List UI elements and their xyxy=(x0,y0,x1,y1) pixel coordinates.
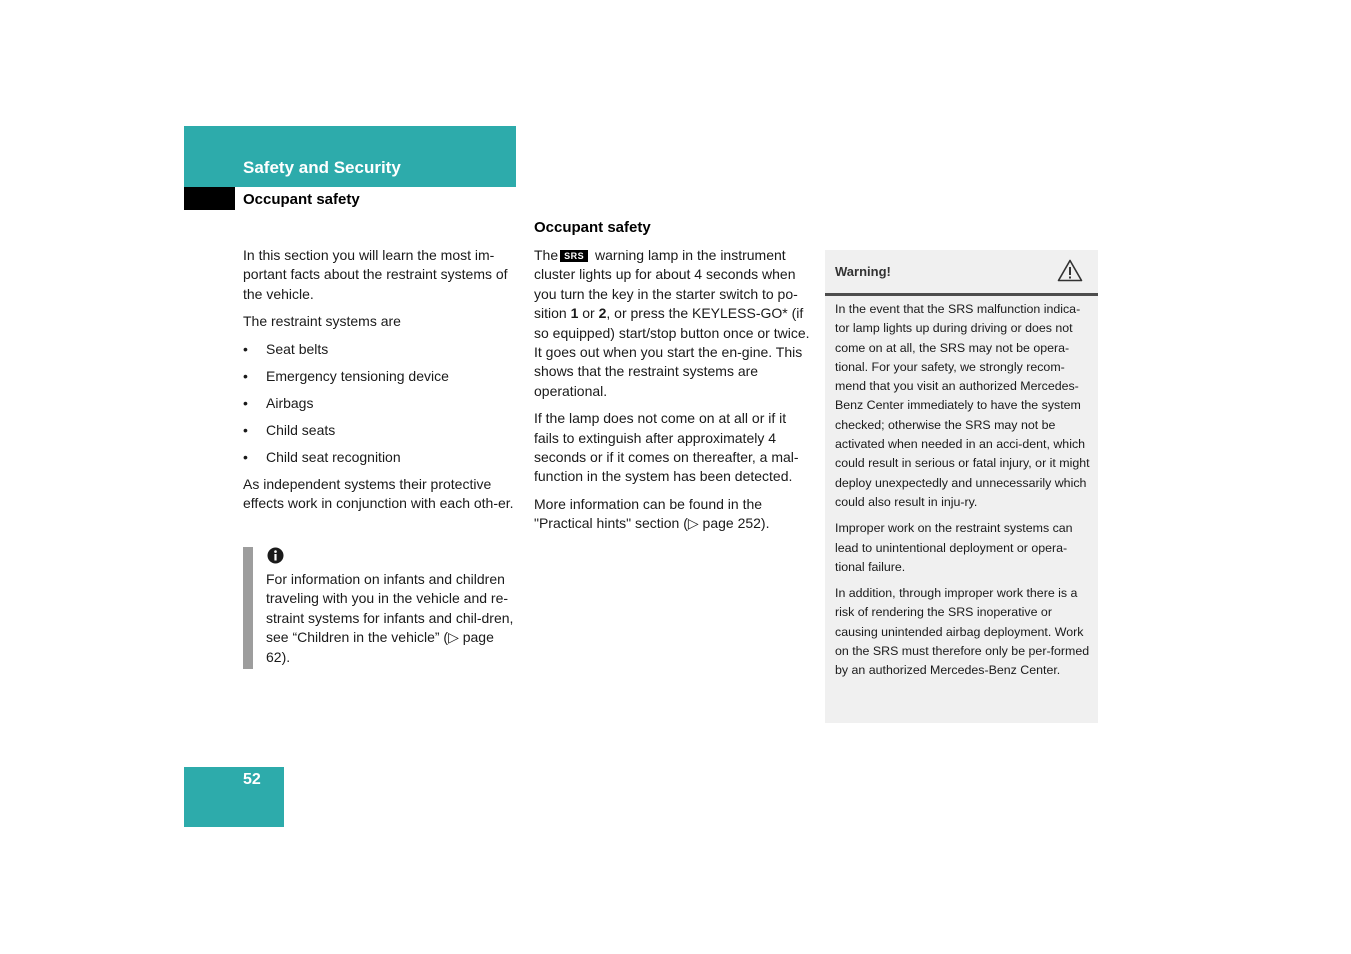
info-icon xyxy=(267,547,284,564)
list-item xyxy=(243,421,518,440)
srs-lamp-paragraph xyxy=(534,246,810,401)
text-run: or xyxy=(578,305,599,322)
warning-paragraph: In the event that the SRS malfunction indica-tor lamp lights up during driving or does not come on at all, the SRS may not be opera-tional. For your safety, we strongly recom-mend that you visit an authorized Mercedes-Benz Center immediately to have the system checked; otherwise the SRS may not be activated when needed in an acci-dent, which could result in serious or fatal injury, or it might deploy unexpectedly and unnecessarily which could also result in inju-ry. xyxy=(835,302,1090,509)
malfunction-paragraph: If the lamp does not come on at all or if it fails to extinguish after approximately 4 seconds or if it comes on thereafter, a mal-function in the system has been detected. xyxy=(534,410,799,485)
warning-body xyxy=(835,300,1093,688)
warning-paragraph: Improper work on the restraint systems can lead to unintentional deployment or opera-tional failure. xyxy=(835,521,1073,574)
text-run: The xyxy=(534,247,559,263)
subsection-title: Occupant safety xyxy=(243,191,360,208)
info-note-text: For information on infants and children traveling with you in the vehicle and re-straint systems for infants and chil-dren, see “Children in the vehicle” (▷ page 62). xyxy=(266,571,514,665)
list-item xyxy=(243,340,518,359)
list-item xyxy=(243,394,518,413)
bullet-icon: • xyxy=(243,394,248,411)
warning-box xyxy=(825,250,1098,723)
page-number-tab xyxy=(184,767,284,827)
info-note-bar xyxy=(243,547,253,669)
left-column xyxy=(243,246,518,522)
key-position-1: 1 xyxy=(570,305,579,322)
list-item-label: Airbags xyxy=(266,394,314,411)
list-item xyxy=(243,367,518,386)
warning-paragraph: In addition, through improper work there is a risk of rendering the SRS inoperative or causing unintended airbag deployment. Work on the SRS must therefore only be per-formed by an authorized Mercedes-Benz Center. xyxy=(835,586,1090,678)
bullet-icon: • xyxy=(243,367,248,384)
list-item-label: Emergency tensioning device xyxy=(266,367,449,384)
closing-paragraph: As independent systems their protective effects work in conjunction with each oth-er. xyxy=(243,476,514,512)
bullet-icon: • xyxy=(243,421,248,438)
text-run: , or press the KEYLESS-GO* (if so equipped) start/stop button once or twice. It goes out when you start the en-gine. This shows that the restraint systems are operational. xyxy=(534,305,810,399)
warning-title: Warning! xyxy=(835,264,891,279)
info-note xyxy=(243,547,523,669)
list-item-label: Seat belts xyxy=(266,340,329,357)
page-number: 52 xyxy=(243,771,261,788)
bullet-icon: • xyxy=(243,340,248,357)
more-info-paragraph: More information can be found in the "Practical hints" section (▷ page 252). xyxy=(534,495,770,532)
middle-column xyxy=(534,246,810,542)
key-position-2: 2 xyxy=(598,305,607,322)
bullet-icon: • xyxy=(243,448,248,465)
srs-lamp-icon: SRS xyxy=(560,250,588,262)
warning-triangle-icon xyxy=(1057,259,1083,282)
section-title: Safety and Security xyxy=(243,158,401,177)
list-item-label: Child seat recognition xyxy=(266,448,401,465)
list-intro: The restraint systems are xyxy=(243,313,401,330)
content-heading: Occupant safety xyxy=(534,219,651,236)
list-item xyxy=(243,448,518,467)
intro-paragraph: In this section you will learn the most im-portant facts about the restraint systems of the vehicle. xyxy=(243,247,508,302)
list-item-label: Child seats xyxy=(266,421,336,438)
subsection-marker xyxy=(184,187,235,210)
warning-header xyxy=(825,250,1098,296)
restraint-systems-list xyxy=(243,340,518,467)
text-run: warning lamp in the instrument cluster lights up for about 4 seconds when you turn the key in the starter switch to po-sition xyxy=(534,247,798,322)
